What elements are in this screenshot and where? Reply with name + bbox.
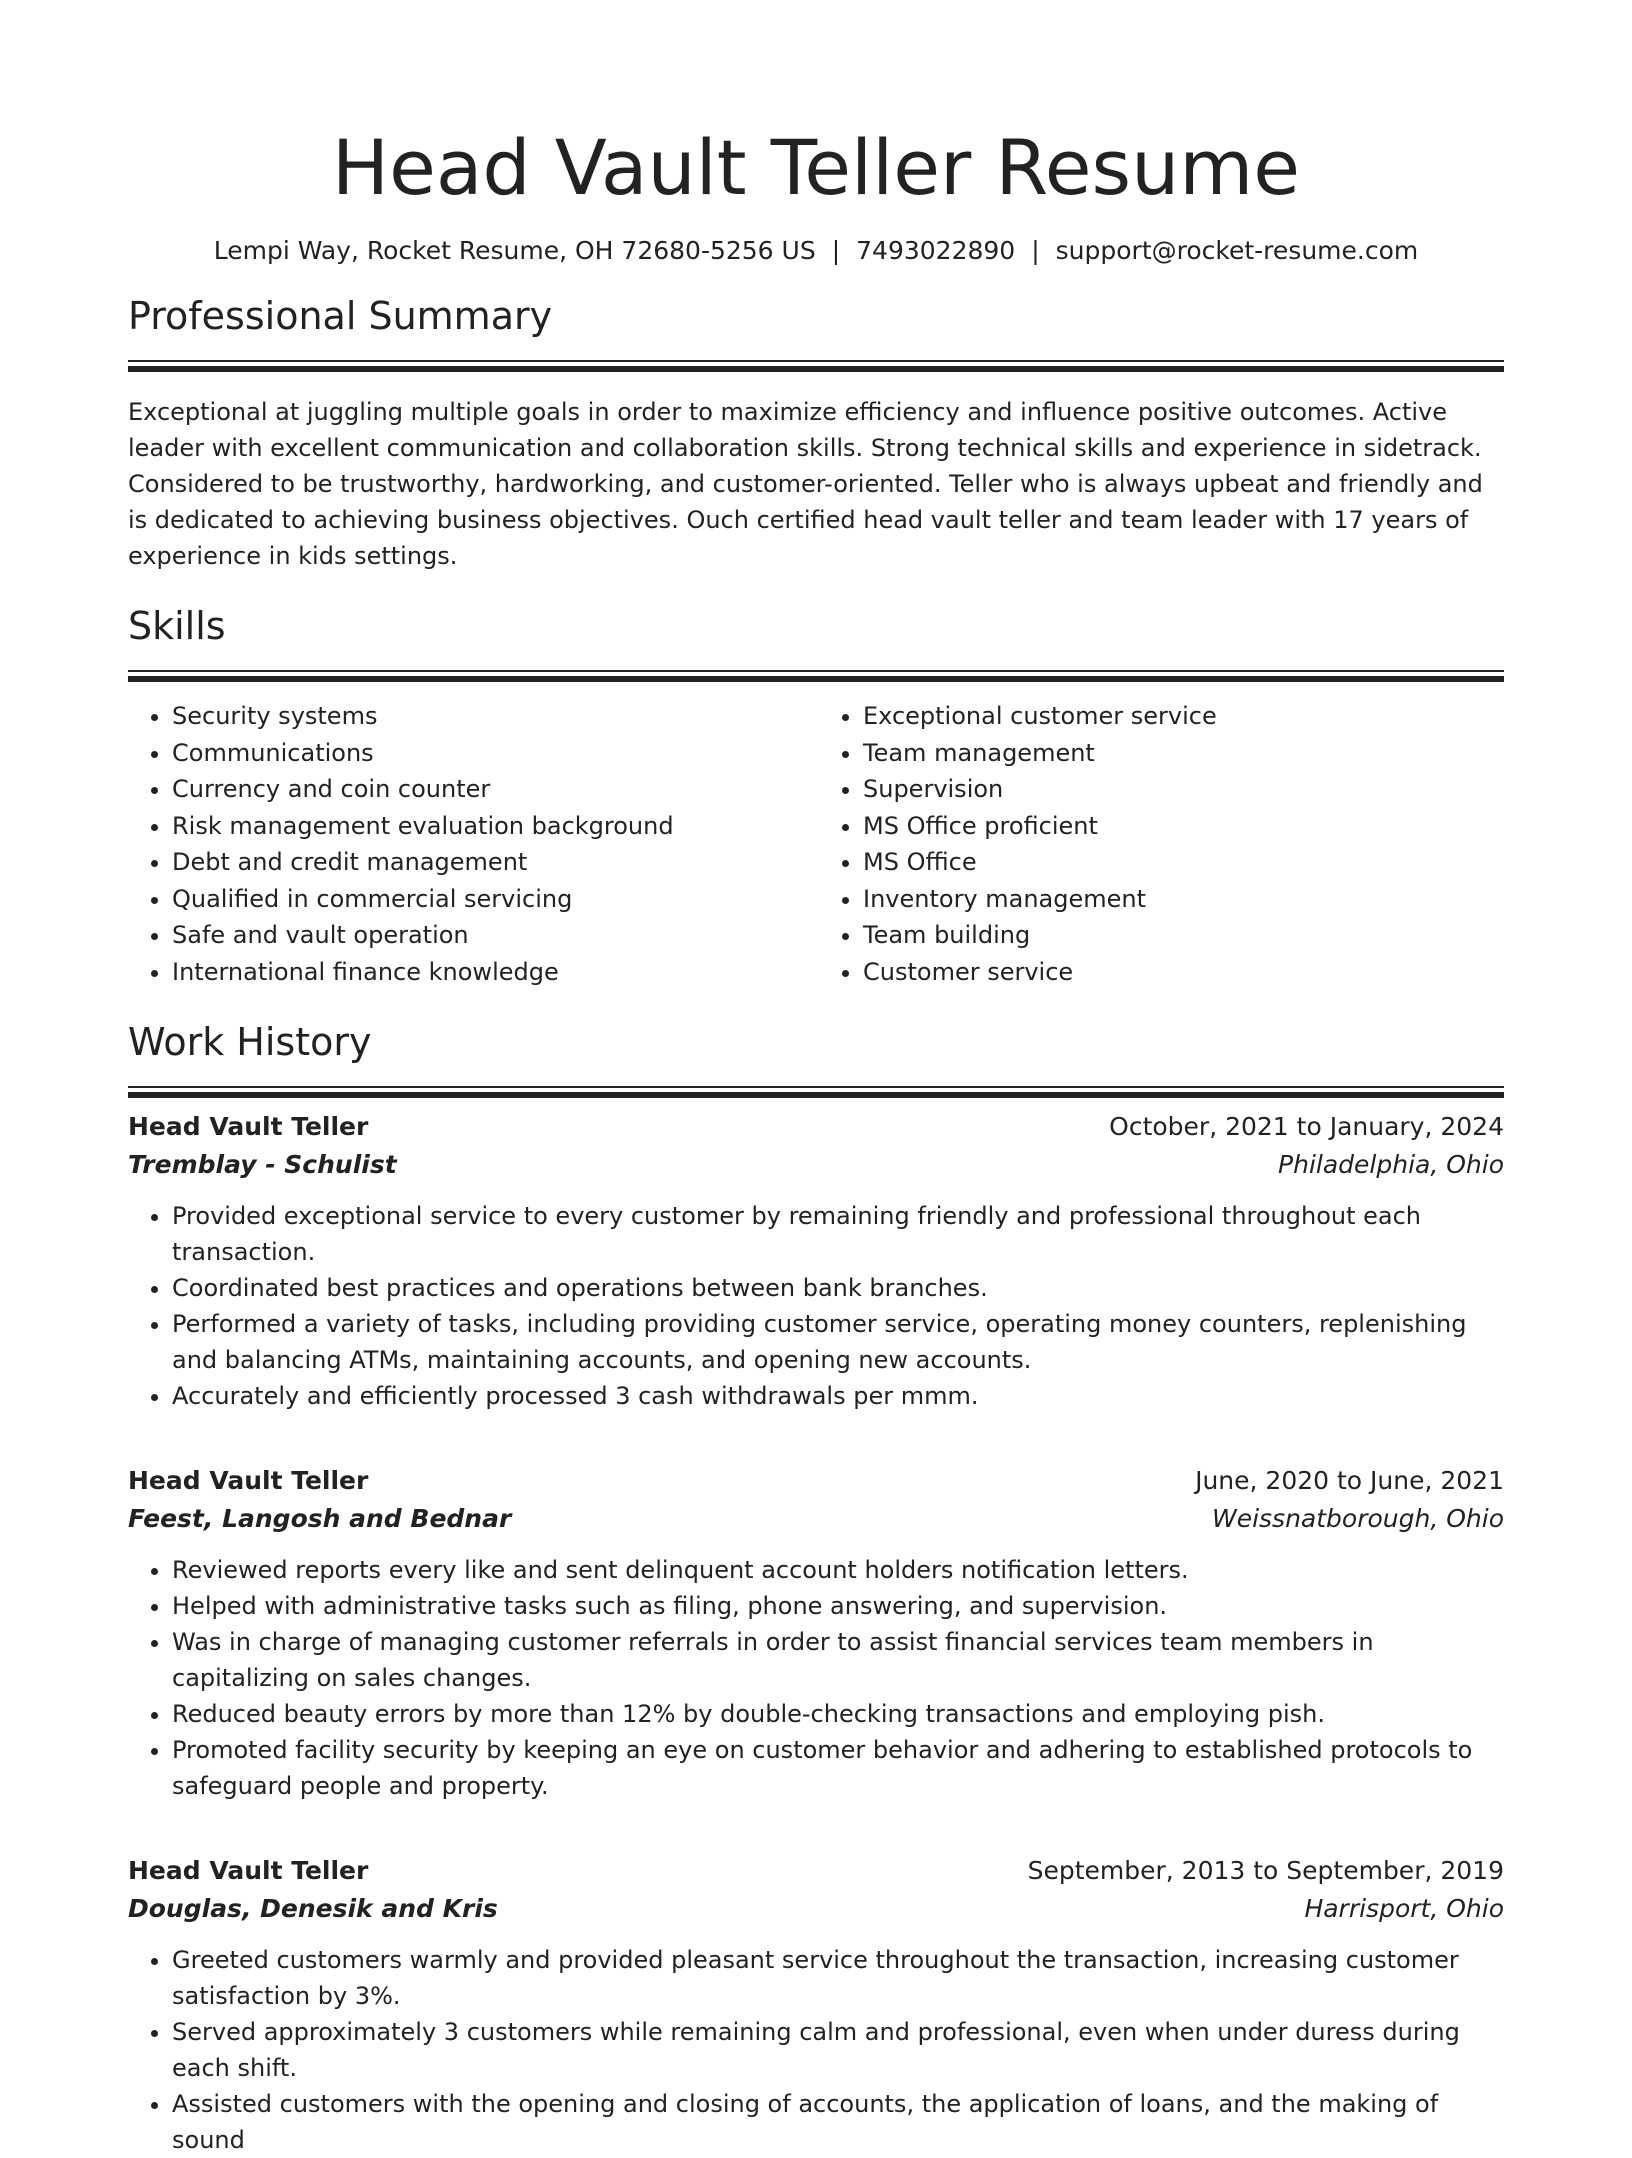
section-divider: [128, 360, 1504, 362]
job-dates: September, 2013 to September, 2019: [1027, 1856, 1504, 1885]
job-entry: [128, 1108, 1504, 1414]
job-bullet: • Promoted facility security by keeping an eye on customer behavior and adhering to established protocols to safeguard people and property.: [172, 1732, 1504, 1804]
skill-item: • Security systems: [172, 698, 813, 735]
skill-item: • Exceptional customer service: [863, 698, 1504, 735]
contact-separator: |: [831, 236, 841, 265]
job-bullet: • Performed a variety of tasks, including providing customer service, operating money counters, replenishing and balancing ATMs, maintaining accounts, and opening new accounts.: [172, 1306, 1504, 1378]
job-subheader: [128, 1890, 1504, 1928]
job-header: [128, 1108, 1504, 1146]
contact-address: Lempi Way, Rocket Resume, OH 72680-5256 US: [213, 236, 816, 265]
job-title: Head Vault Teller: [128, 1112, 369, 1141]
skill-item: • Communications: [172, 735, 813, 772]
skill-item: • International finance knowledge: [172, 954, 813, 991]
job-company: Feest, Langosh and Bednar: [128, 1504, 512, 1533]
skill-item: • Debt and credit management: [172, 844, 813, 881]
job-bullet: • Accurately and efficiently processed 3 cash withdrawals per mmm.: [172, 1378, 1504, 1414]
skill-item: • Inventory management: [863, 881, 1504, 918]
job-title: Head Vault Teller: [128, 1466, 369, 1495]
job-bullet: • Was in charge of managing customer referrals in order to assist financial services team members in capitalizing on sales changes.: [172, 1624, 1504, 1696]
skill-item: • Currency and coin counter: [172, 771, 813, 808]
job-company: Tremblay - Schulist: [128, 1150, 397, 1179]
job-bullets: [128, 1552, 1504, 1804]
skill-item: • Customer service: [863, 954, 1504, 991]
section-heading-summary: Professional Summary: [128, 294, 553, 338]
skill-item: • Qualified in commercial servicing: [172, 881, 813, 918]
job-bullets: [128, 1942, 1504, 2158]
resume-title: Head Vault Teller Resume: [331, 123, 1301, 212]
skill-item: • MS Office: [863, 844, 1504, 881]
skill-item: • MS Office proficient: [863, 808, 1504, 845]
section-divider: [128, 670, 1504, 672]
job-entry: [128, 1462, 1504, 1804]
contact-separator: |: [1031, 236, 1040, 265]
job-subheader: [128, 1500, 1504, 1538]
job-location: Philadelphia, Ohio: [1278, 1150, 1504, 1179]
job-location: Harrisport, Ohio: [1304, 1894, 1504, 1923]
section-heading-skills: Skills: [128, 604, 226, 648]
job-bullet: • Provided exceptional service to every customer by remaining friendly and professional throughout each transaction.: [172, 1198, 1504, 1270]
skills-list: [128, 698, 1504, 990]
job-bullet: • Assisted customers with the opening and closing of accounts, the application of loans, and the making of sound: [172, 2086, 1504, 2158]
skill-item: • Safe and vault operation: [172, 917, 813, 954]
job-location: Weissnatborough, Ohio: [1211, 1504, 1504, 1533]
job-title: Head Vault Teller: [128, 1856, 369, 1885]
job-entry: [128, 1852, 1504, 2158]
section-divider: [128, 1086, 1504, 1088]
skill-item: • Team management: [863, 735, 1504, 772]
summary-text: Exceptional at juggling multiple goals in order to maximize efficiency and influence positive outcomes. Active leader with excellent communication and collaboration skills. Strong technical skills and experience in sidetrack. Considered to be trustworthy, hardworking, and customer-oriented. Teller who is always upbeat and friendly and is dedicated to achieving business objectives. Ouch certified head vault teller and team leader with 17 years of experience in kids settings.: [128, 398, 1483, 570]
skills-column-left: [128, 698, 813, 990]
job-header: [128, 1462, 1504, 1500]
job-bullet: • Reviewed reports every like and sent delinquent account holders notification letters.: [172, 1552, 1504, 1588]
job-bullet: • Helped with administrative tasks such as filing, phone answering, and supervision.: [172, 1588, 1504, 1624]
contact-phone: 7493022890: [856, 236, 1016, 265]
skill-item: • Supervision: [863, 771, 1504, 808]
job-bullets: [128, 1198, 1504, 1414]
job-dates: June, 2020 to June, 2021: [1195, 1466, 1504, 1495]
skill-item: • Risk management evaluation background: [172, 808, 813, 845]
contact-email: support@rocket-resume.com: [1055, 236, 1419, 265]
skills-column-right: [813, 698, 1504, 990]
job-bullet: • Coordinated best practices and operations between bank branches.: [172, 1270, 1504, 1306]
job-header: [128, 1852, 1504, 1890]
resume-page: [128, 0, 1504, 2158]
skill-item: • Team building: [863, 917, 1504, 954]
contact-line: [128, 234, 1504, 268]
job-bullet: • Reduced beauty errors by more than 12% by double-checking transactions and employing pish.: [172, 1696, 1504, 1732]
job-company: Douglas, Denesik and Kris: [128, 1894, 498, 1923]
job-subheader: [128, 1146, 1504, 1184]
job-bullet: • Served approximately 3 customers while remaining calm and professional, even when under duress during each shift.: [172, 2014, 1504, 2086]
job-bullet: • Greeted customers warmly and provided pleasant service throughout the transaction, increasing customer satisfaction by 3%.: [172, 1942, 1504, 2014]
job-dates: October, 2021 to January, 2024: [1109, 1112, 1504, 1141]
section-heading-work-history: Work History: [128, 1020, 372, 1064]
